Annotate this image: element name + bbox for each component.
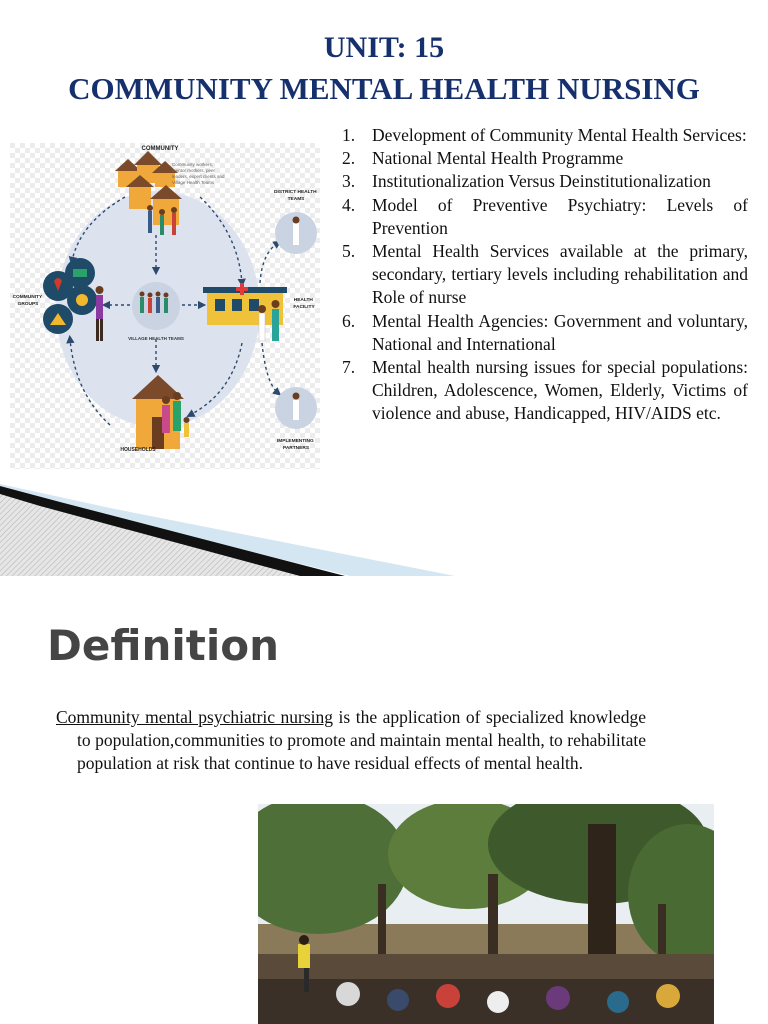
topic-item: 4. Model of Preventive Psychiatry: Levels of Prevention <box>342 194 748 238</box>
community-health-diagram <box>10 143 320 469</box>
label-community-groups: COMMUNITY GROUPS <box>12 295 43 307</box>
definition-body: is the application of specialized knowledge to population,communities to promote and maintain mental health, to rehabilitate population at risk that continue to have residual effects of mental health. <box>77 707 646 774</box>
topic-item: 7. Mental health nursing issues for special populations: Children, Adolescence, Women, Elderly, Victims of violence and abuse, Handicapped, HIV/AIDS etc. <box>342 357 748 424</box>
unit-title: UNIT: 15 <box>323 31 445 64</box>
definition-term: Community mental psychiatric nursing <box>56 707 334 727</box>
topics-list <box>340 124 748 426</box>
course-title: COMMUNITY MENTAL HEALTH NURSING <box>68 71 700 106</box>
label-district: DISTRICT HEALTH TEAMS <box>274 190 317 202</box>
community-gathering-photo <box>258 804 714 1024</box>
decorative-swoosh <box>0 480 768 578</box>
topic-item: 5. Mental Health Services available at the primary, secondary, tertiary levels including rehabilitation and Role of nurse <box>342 241 748 308</box>
topic-item: 6. Mental Health Agencies: Government and voluntary, National and International <box>342 310 748 354</box>
label-community-desc: Community workers, mentor mothers, peer leaders, expert clients and Village Health Teams <box>172 162 225 185</box>
label-community: COMMUNITY <box>141 146 179 152</box>
definition-paragraph <box>56 706 646 776</box>
topic-item: 2. National Mental Health Programme <box>342 148 624 169</box>
label-partners: IMPLEMENTING PARTNERS <box>276 439 314 451</box>
definition-heading: Definition <box>47 621 280 670</box>
topic-item: 3. Institutionalization Versus Deinstitutionalization <box>342 171 711 192</box>
label-health-facility: HEALTH FACILITY <box>293 298 315 310</box>
slide-2 <box>0 578 768 1024</box>
topic-item: 1. Development of Community Mental Health Services: <box>342 125 747 145</box>
label-village: VILLAGE HEALTH TEAMS <box>128 336 184 341</box>
label-households: HOUSEHOLDS <box>120 447 156 453</box>
